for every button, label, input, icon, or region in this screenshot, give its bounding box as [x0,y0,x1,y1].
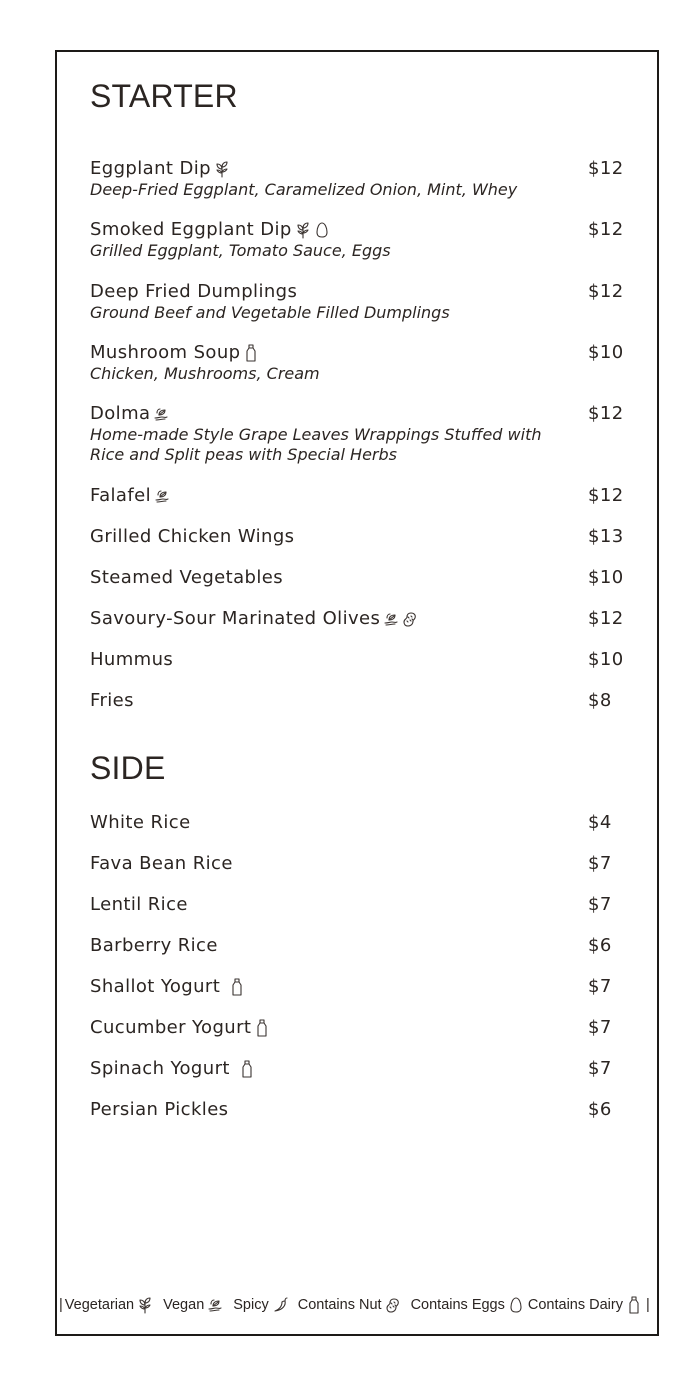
menu-item [90,219,630,261]
milk-bottle-icon [626,1296,642,1314]
item-price: $4 [588,812,612,833]
item-description: Ground Beef and Vegetable Filled Dumplings [90,303,450,322]
item-price: $6 [588,935,612,956]
item-name: Persian Pickles [90,1099,229,1120]
item-description: Home-made Style Grape Leaves Wrappings Stuffed with Rice and Split peas with Special Herbs [90,425,542,464]
legend-vegetarian: Vegetarian [65,1296,153,1314]
menu-item [90,158,630,200]
menu-item [90,690,630,712]
item-name: Savoury-Sour Marinated Olives [90,608,381,629]
item-price: $12 [588,281,624,302]
dietary-legend [57,1296,657,1314]
item-price: $7 [588,1058,612,1079]
menu-item [90,853,630,875]
item-description: Chicken, Mushrooms, Cream [90,364,320,383]
item-name: Hummus [90,649,174,670]
legend-vegan: Vegan [163,1296,223,1314]
item-price: $7 [588,853,612,874]
sprout-icon [137,1296,153,1314]
item-description: Grilled Eggplant, Tomato Sauce, Eggs [90,241,391,260]
menu-item [90,812,630,834]
peanut-icon [402,610,418,628]
section-title-side: SIDE [90,750,166,786]
menu-item [90,935,630,957]
leaf-hand-icon [153,405,169,423]
milk-bottle-icon [229,978,245,996]
item-name: Smoked Eggplant Dip [90,219,292,240]
item-name: Deep Fried Dumplings [90,281,298,302]
legend-nut: Contains Nut [298,1296,401,1314]
item-price: $7 [588,894,612,915]
menu-item [90,281,630,323]
menu-item [90,485,630,507]
item-name: White Rice [90,812,191,833]
sprout-icon [214,160,230,178]
menu-item [90,526,630,548]
milk-bottle-icon [239,1060,255,1078]
legend-divider: | [645,1297,650,1313]
item-name: Dolma [90,403,151,424]
leaf-hand-icon [207,1296,223,1314]
legend-eggs: Contains Eggs [411,1296,524,1314]
item-price: $12 [588,158,624,179]
item-price: $8 [588,690,612,711]
leaf-hand-icon [383,610,399,628]
item-price: $10 [588,649,624,670]
item-description: Deep-Fried Eggplant, Caramelized Onion, Mint, Whey [90,180,518,199]
item-price: $7 [588,976,612,997]
item-price: $10 [588,342,624,363]
item-name: Grilled Chicken Wings [90,526,295,547]
milk-bottle-icon [254,1019,270,1037]
item-price: $12 [588,608,624,629]
legend-divider: | [59,1297,63,1313]
section-title-starter: STARTER [90,78,238,114]
menu-item [90,1099,630,1121]
item-name: Fries [90,690,134,711]
item-name: Cucumber Yogurt [90,1017,252,1038]
menu-item [90,976,630,998]
item-price: $6 [588,1099,612,1120]
item-name: Shallot Yogurt [90,976,221,997]
item-name: Fava Bean Rice [90,853,233,874]
item-name: Eggplant Dip [90,158,211,179]
item-name: Falafel [90,485,151,506]
item-name: Mushroom Soup [90,342,241,363]
menu-item [90,567,630,589]
item-price: $12 [588,403,624,424]
milk-bottle-icon [243,344,259,362]
egg-icon [508,1296,524,1314]
item-price: $12 [588,485,624,506]
egg-icon [314,221,330,239]
item-name: Barberry Rice [90,935,218,956]
menu-item [90,342,630,384]
menu-item [90,649,630,671]
chili-icon [272,1296,288,1314]
item-name: Spinach Yogurt [90,1058,230,1079]
menu-item [90,1017,630,1039]
item-price: $13 [588,526,624,547]
menu-item [90,608,630,630]
item-name: Lentil Rice [90,894,188,915]
item-price: $12 [588,219,624,240]
item-price: $10 [588,567,624,588]
item-price: $7 [588,1017,612,1038]
menu-item [90,894,630,916]
item-name: Steamed Vegetables [90,567,284,588]
sprout-icon [295,221,311,239]
menu-item [90,403,630,465]
legend-dairy: Contains Dairy [528,1296,642,1314]
legend-spicy: Spicy [233,1296,287,1314]
menu-item [90,1058,630,1080]
peanut-icon [385,1296,401,1314]
leaf-hand-icon [154,487,170,505]
